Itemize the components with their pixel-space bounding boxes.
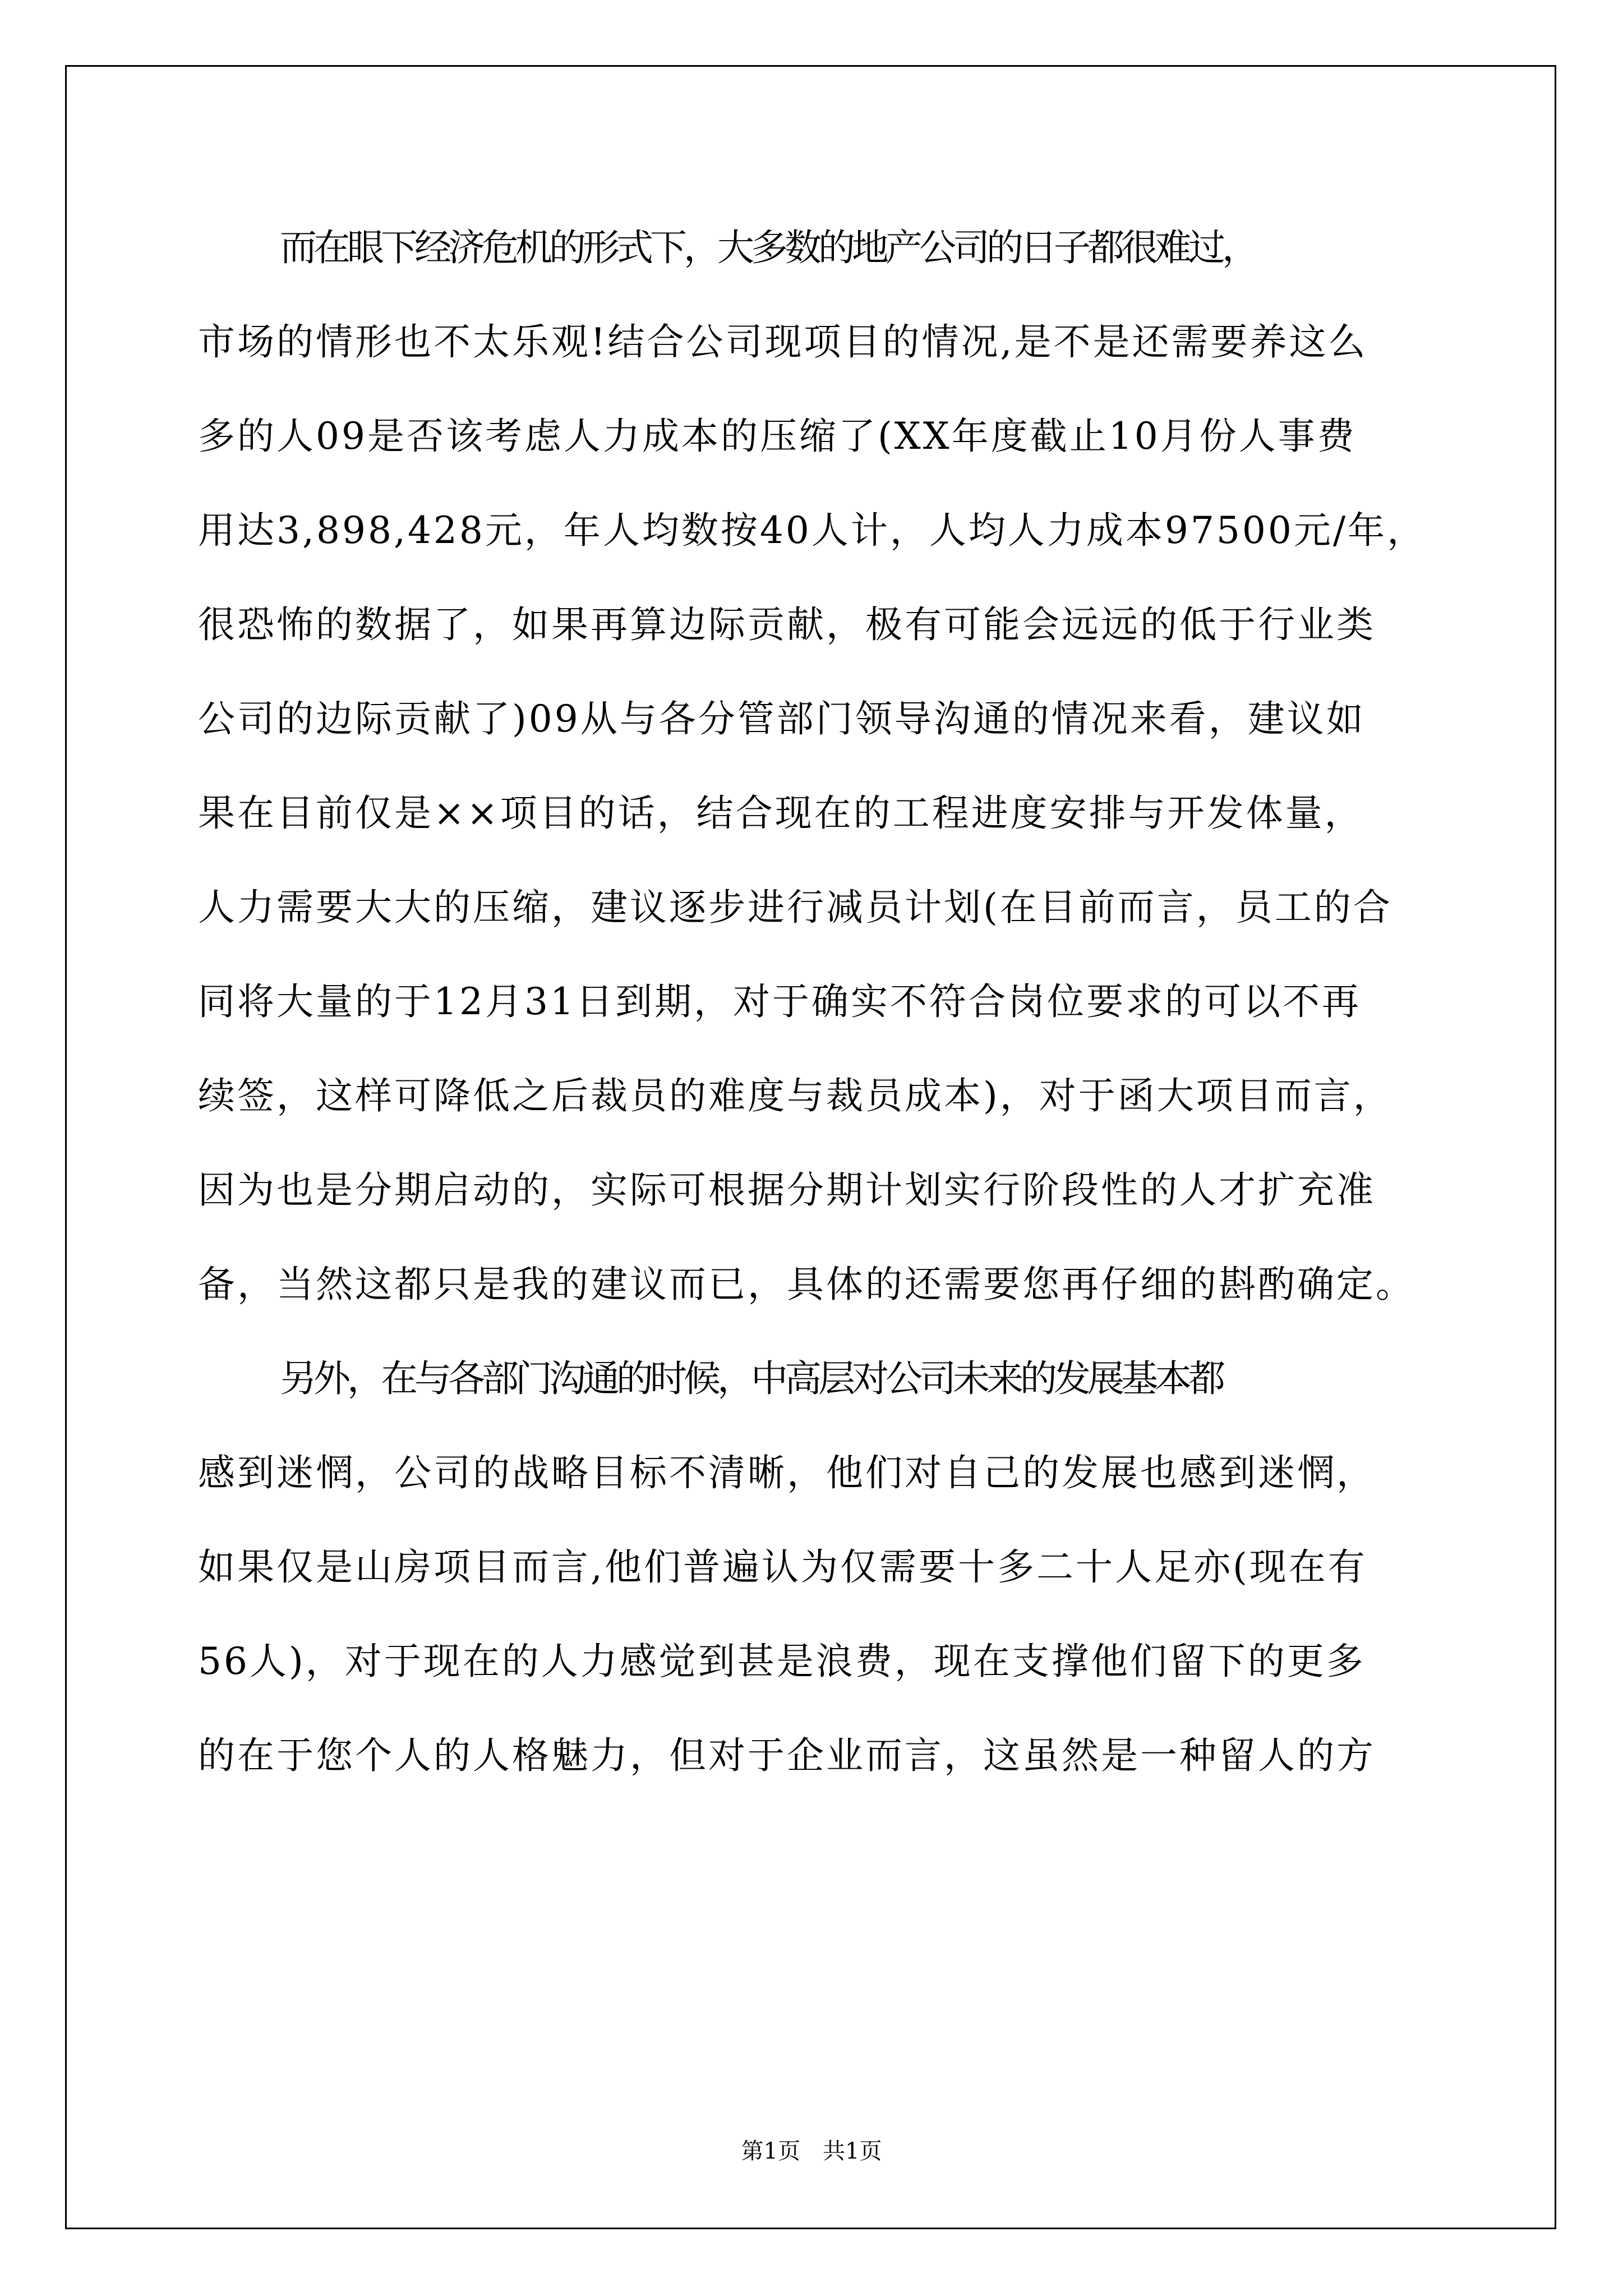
paragraph-1-line-6: 公司的边际贡献了)09从与各分管部门领导沟通的情况来看，建议如 [198, 697, 1366, 740]
paragraph-2-line-3: 如果仅是山房项目而言,他们普遍认为仅需要十多二十人足亦(现在有 [198, 1545, 1367, 1589]
paragraph-1-line-4: 用达3,898,428元，年人均数按40人计，人均人力成本97500元/年， [198, 509, 1427, 552]
paragraph-2-line-2: 感到迷惘，公司的战略目标不清晰，他们对自己的发展也感到迷惘， [198, 1451, 1376, 1494]
paragraph-1-line-8: 人力需要大大的压缩，建议逐步进行减员计划(在目前而言，员工的合 [198, 886, 1393, 929]
paragraph-1-line-2: 市场的情形也不太乐观!结合公司现项目的情况,是不是还需要养这么 [198, 320, 1368, 364]
paragraph-1-line-3: 多的人09是否该考虑人力成本的压缩了(XX年度截止10月份人事费 [198, 415, 1357, 458]
paragraph-1-line-5: 很恐怖的数据了，如果再算边际贡献，极有可能会远远的低于行业类 [198, 603, 1376, 646]
paragraph-2-line-5: 的在于您个人的人格魅力，但对于企业而言，这虽然是一种留人的方 [198, 1734, 1376, 1777]
paragraph-1-line-12: 备，当然这都只是我的建议而已，具体的还需要您再仔细的斟酌确定。 [198, 1263, 1415, 1306]
paragraph-1-line-7: 果在目前仅是××项目的话，结合现在的工程进度安排与开发体量， [198, 792, 1364, 835]
paragraph-1-line-9: 同将大量的于12月31日到期，对于确实不符合岗位要求的可以不再 [198, 980, 1361, 1023]
page-number-footer: 第1页 共1页 [741, 2138, 882, 2164]
paragraph-1-line-1: 而在眼下经济危机的形式下，大多数的地产公司的日子都很难过， [280, 226, 1256, 269]
page-border [65, 65, 1556, 2229]
paragraph-2-line-1: 另外，在与各部门沟通的时候，中高层对公司未来的发展基本都 [280, 1357, 1222, 1400]
paragraph-2-line-4: 56人)，对于现在的人力感觉到甚是浪费，现在支撑他们留下的更多 [198, 1640, 1366, 1683]
paragraph-1-line-10: 续签，这样可降低之后裁员的难度与裁员成本)，对于函大项目而言， [198, 1074, 1393, 1117]
paragraph-1-line-11: 因为也是分期启动的，实际可根据分期计划实行阶段性的人才扩充准 [198, 1168, 1376, 1212]
